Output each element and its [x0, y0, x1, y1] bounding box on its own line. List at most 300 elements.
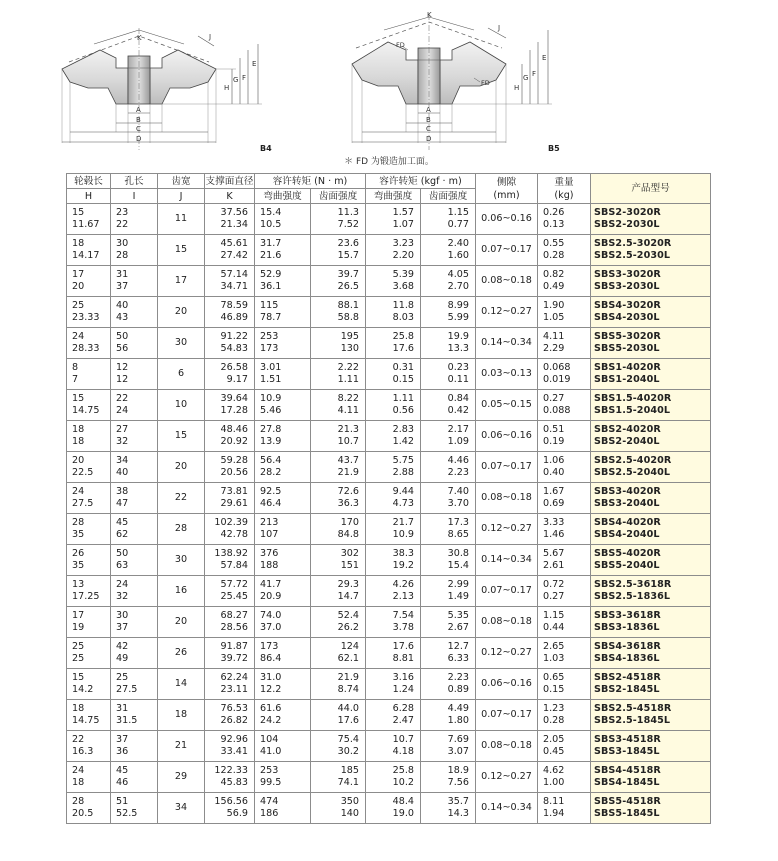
cell-weight-l: 0.019 — [543, 374, 571, 385]
cell-support-diameter-r: 73.81 — [220, 486, 248, 497]
cell-bore-length-l: 32 — [116, 591, 129, 602]
cell-model-l: SBS5-2030L — [594, 343, 660, 354]
cell-bore-length-l: 62 — [116, 529, 129, 540]
cell-hub-length-l: 16.3 — [72, 746, 94, 757]
cell-weight-r: 0.82 — [543, 269, 565, 280]
cell-hub-length — [67, 731, 111, 762]
cell-backlash: 0.14~0.34 — [476, 545, 538, 576]
cell-bending-nm — [255, 328, 311, 359]
cell-weight-r: 0.27 — [543, 393, 565, 404]
cell-model-l: SBS1-2040L — [594, 374, 660, 385]
cell-bending-kgfm-l: 1.07 — [392, 219, 414, 230]
cell-support-diameter — [205, 638, 255, 669]
cell-support-diameter — [205, 545, 255, 576]
cell-support-diameter — [205, 328, 255, 359]
cell-bending-nm-r: 104 — [260, 734, 279, 745]
cell-support-diameter-l: 28.56 — [220, 622, 248, 633]
cell-bending-nm — [255, 452, 311, 483]
cell-surface-nm-r: 75.4 — [337, 734, 359, 745]
cell-surface-kgfm — [421, 793, 476, 824]
cell-bore-length-r: 23 — [116, 207, 129, 218]
cell-bore-length-r: 24 — [116, 579, 129, 590]
cell-backlash: 0.05~0.15 — [476, 390, 538, 421]
cell-face-width: 34 — [158, 793, 205, 824]
cell-weight-r: 0.65 — [543, 672, 565, 683]
cell-weight-r: 0.26 — [543, 207, 565, 218]
cell-bending-nm-r: 31.0 — [260, 672, 282, 683]
cell-bending-nm — [255, 483, 311, 514]
cell-support-diameter-r: 26.58 — [220, 362, 248, 373]
cell-surface-kgfm-l: 0.89 — [447, 684, 469, 695]
cell-model-l: SBS2.5-2030L — [594, 250, 671, 261]
cell-surface-nm — [311, 235, 366, 266]
cell-bending-kgfm — [366, 297, 421, 328]
cell-surface-nm — [311, 390, 366, 421]
cell-bore-length — [111, 576, 158, 607]
header-weight-unit: (kg) — [554, 189, 574, 201]
cell-bending-nm — [255, 700, 311, 731]
cell-bore-length — [111, 328, 158, 359]
cell-bore-length-r: 37 — [116, 734, 129, 745]
label-f: F — [242, 74, 247, 82]
cell-surface-nm — [311, 452, 366, 483]
cell-hub-length-l: 20.5 — [72, 808, 94, 819]
cell-surface-kgfm — [421, 514, 476, 545]
cell-surface-kgfm-r: 18.9 — [447, 765, 469, 776]
table-row — [67, 576, 711, 607]
cell-bending-nm-l: 99.5 — [260, 777, 282, 788]
cell-surface-nm-r: 88.1 — [337, 300, 359, 311]
cell-surface-kgfm-r: 0.23 — [447, 362, 469, 373]
cell-weight-l: 1.03 — [543, 653, 565, 664]
cell-face-width: 28 — [158, 514, 205, 545]
cell-bore-length-r: 27 — [116, 424, 129, 435]
label-g: G — [233, 76, 239, 84]
cell-surface-kgfm — [421, 669, 476, 700]
label-b: B — [426, 116, 431, 124]
cell-hub-length-l: 28.33 — [72, 343, 100, 354]
cell-model-r: SBS5-4020R — [594, 548, 661, 559]
cell-model — [591, 452, 711, 483]
cell-bore-length-l: 28 — [116, 250, 129, 261]
cell-bore-length-l: 63 — [116, 560, 129, 571]
cell-surface-nm — [311, 483, 366, 514]
cell-surface-kgfm — [421, 266, 476, 297]
cell-support-diameter-l: 57.84 — [220, 560, 248, 571]
cell-bending-nm-r: 41.7 — [260, 579, 282, 590]
cell-bending-kgfm-l: 3.78 — [392, 622, 414, 633]
cell-surface-kgfm — [421, 731, 476, 762]
cell-support-diameter-l: 20.92 — [220, 436, 248, 447]
gear-drawings — [0, 0, 778, 172]
cell-bending-nm-l: 13.9 — [260, 436, 282, 447]
cell-bending-kgfm-l: 4.73 — [392, 498, 414, 509]
cell-bending-kgfm-r: 3.23 — [392, 238, 414, 249]
cell-bore-length — [111, 793, 158, 824]
cell-surface-nm-l: 62.1 — [337, 653, 359, 664]
cell-bending-nm — [255, 359, 311, 390]
cell-model-r: SBS2-4518R — [594, 672, 661, 683]
cell-face-width: 29 — [158, 762, 205, 793]
cell-support-diameter-r: 62.24 — [220, 672, 248, 683]
cell-bending-kgfm — [366, 545, 421, 576]
cell-face-width: 10 — [158, 390, 205, 421]
cell-model-l: SBS3-2040L — [594, 498, 660, 509]
cell-bending-nm-l: 78.7 — [260, 312, 282, 323]
cell-face-width: 14 — [158, 669, 205, 700]
cell-hub-length-r: 25 — [72, 300, 85, 311]
cell-face-width: 15 — [158, 421, 205, 452]
cell-bore-length-r: 31 — [116, 269, 129, 280]
cell-surface-nm-l: 8.74 — [337, 684, 359, 695]
cell-support-diameter — [205, 607, 255, 638]
cell-model-l: SBS4-1845L — [594, 777, 660, 788]
cell-support-diameter-r: 68.27 — [220, 610, 248, 621]
cell-face-width: 15 — [158, 235, 205, 266]
cell-weight — [538, 359, 591, 390]
cell-model-r: SBS2.5-3618R — [594, 579, 672, 590]
cell-model-r: SBS3-4518R — [594, 734, 661, 745]
cell-support-diameter-r: 57.14 — [220, 269, 248, 280]
cell-surface-nm-l: 7.52 — [337, 219, 359, 230]
cell-hub-length-r: 24 — [72, 331, 85, 342]
cell-hub-length — [67, 607, 111, 638]
cell-hub-length — [67, 762, 111, 793]
cell-backlash: 0.12~0.27 — [476, 762, 538, 793]
cell-surface-nm-l: 26.5 — [337, 281, 359, 292]
cell-bending-kgfm — [366, 514, 421, 545]
table-row — [67, 359, 711, 390]
cell-surface-nm-r: 350 — [340, 796, 359, 807]
cell-surface-nm — [311, 204, 366, 235]
cell-surface-nm-l: 140 — [340, 808, 359, 819]
cell-model-r: SBS2-4020R — [594, 424, 661, 435]
cell-hub-length — [67, 204, 111, 235]
cell-surface-kgfm-l: 2.70 — [447, 281, 469, 292]
cell-weight-r: 5.67 — [543, 548, 565, 559]
cell-bending-nm — [255, 669, 311, 700]
cell-model — [591, 514, 711, 545]
cell-bending-nm-r: 56.4 — [260, 455, 282, 466]
cell-hub-length-l: 11.67 — [72, 219, 100, 230]
cell-weight — [538, 576, 591, 607]
cell-surface-kgfm-l: 6.33 — [447, 653, 469, 664]
cell-surface-kgfm-l: 1.80 — [447, 715, 469, 726]
cell-backlash: 0.12~0.27 — [476, 638, 538, 669]
cell-hub-length-r: 20 — [72, 455, 85, 466]
cell-surface-kgfm-l: 13.3 — [447, 343, 469, 354]
cell-surface-kgfm — [421, 576, 476, 607]
cell-backlash: 0.12~0.27 — [476, 297, 538, 328]
cell-bore-length-r: 31 — [116, 703, 129, 714]
cell-surface-nm-r: 29.3 — [337, 579, 359, 590]
cell-hub-length — [67, 514, 111, 545]
cell-support-diameter-l: 21.34 — [220, 219, 248, 230]
cell-weight — [538, 669, 591, 700]
cell-bending-kgfm — [366, 483, 421, 514]
cell-backlash: 0.07~0.17 — [476, 576, 538, 607]
cell-surface-kgfm-r: 2.99 — [447, 579, 469, 590]
cell-bending-nm-l: 188 — [260, 560, 279, 571]
cell-surface-nm-l: 14.7 — [337, 591, 359, 602]
cell-weight-l: 0.28 — [543, 250, 565, 261]
label-j: J — [498, 24, 501, 32]
cell-bore-length — [111, 235, 158, 266]
cell-weight-l: 0.27 — [543, 591, 565, 602]
cell-hub-length-l: 7 — [72, 374, 79, 385]
cell-model-r: SBS5-3020R — [594, 331, 661, 342]
cell-surface-kgfm-l: 2.23 — [447, 467, 469, 478]
cell-weight — [538, 204, 591, 235]
cell-bending-kgfm-r: 1.57 — [392, 207, 414, 218]
cell-bending-nm-l: 186 — [260, 808, 279, 819]
header-surface-kgfm: 齿面强度 — [421, 189, 476, 204]
cell-bending-kgfm-r: 5.39 — [392, 269, 414, 280]
cell-support-diameter — [205, 359, 255, 390]
cell-bending-nm-r: 376 — [260, 548, 279, 559]
cell-hub-length-l: 25 — [72, 653, 85, 664]
cell-bending-nm-l: 86.4 — [260, 653, 282, 664]
cell-bending-nm-l: 37.0 — [260, 622, 282, 633]
cell-bending-nm-r: 213 — [260, 517, 279, 528]
cell-bending-kgfm-r: 6.28 — [392, 703, 414, 714]
cell-bending-kgfm — [366, 328, 421, 359]
cell-bending-kgfm-l: 8.03 — [392, 312, 414, 323]
cell-weight-r: 0.068 — [543, 362, 571, 373]
cell-surface-kgfm-r: 7.69 — [447, 734, 469, 745]
cell-surface-kgfm-r: 4.49 — [447, 703, 469, 714]
cell-bending-kgfm-r: 10.7 — [392, 734, 414, 745]
cell-model — [591, 607, 711, 638]
cell-bore-length-r: 40 — [116, 300, 129, 311]
cell-bending-kgfm — [366, 700, 421, 731]
cell-support-diameter-l: 29.61 — [220, 498, 248, 509]
cell-hub-length-l: 18 — [72, 436, 85, 447]
cell-bending-nm — [255, 204, 311, 235]
cell-support-diameter-l: 46.89 — [220, 312, 248, 323]
cell-model-r: SBS2-3020R — [594, 207, 661, 218]
cell-surface-nm-r: 39.7 — [337, 269, 359, 280]
cell-surface-kgfm — [421, 390, 476, 421]
header-weight — [538, 174, 591, 204]
cell-model-r: SBS4-4020R — [594, 517, 661, 528]
drawing-b5 — [352, 11, 560, 153]
cell-model-l: SBS5-2040L — [594, 560, 660, 571]
cell-support-diameter-r: 78.59 — [220, 300, 248, 311]
cell-bending-kgfm-l: 10.9 — [392, 529, 414, 540]
cell-surface-kgfm — [421, 607, 476, 638]
cell-bending-kgfm-l: 8.81 — [392, 653, 414, 664]
cell-hub-length-r: 28 — [72, 517, 85, 528]
cell-hub-length — [67, 576, 111, 607]
cell-weight-r: 1.23 — [543, 703, 565, 714]
cell-bending-nm — [255, 731, 311, 762]
cell-hub-length — [67, 669, 111, 700]
cell-support-diameter — [205, 731, 255, 762]
cell-support-diameter-l: 33.41 — [220, 746, 248, 757]
cell-bore-length — [111, 638, 158, 669]
table-row — [67, 452, 711, 483]
table-row — [67, 514, 711, 545]
header-h: H — [67, 189, 111, 204]
cell-support-diameter-l: 42.78 — [220, 529, 248, 540]
cell-model — [591, 328, 711, 359]
cell-support-diameter — [205, 514, 255, 545]
cell-surface-nm-l: 58.8 — [337, 312, 359, 323]
table-row — [67, 390, 711, 421]
cell-surface-kgfm — [421, 421, 476, 452]
cell-surface-kgfm-l: 1.49 — [447, 591, 469, 602]
cell-bending-kgfm — [366, 421, 421, 452]
cell-surface-nm — [311, 266, 366, 297]
cell-model-l: SBS2-2030L — [594, 219, 660, 230]
cell-bending-nm-r: 74.0 — [260, 610, 282, 621]
cell-support-diameter-r: 59.28 — [220, 455, 248, 466]
cell-surface-nm-l: 1.11 — [337, 374, 359, 385]
cell-face-width: 17 — [158, 266, 205, 297]
cell-bore-length — [111, 700, 158, 731]
cell-surface-kgfm-r: 35.7 — [447, 796, 469, 807]
cell-backlash: 0.06~0.16 — [476, 204, 538, 235]
cell-bore-length — [111, 514, 158, 545]
cell-bending-kgfm-r: 5.75 — [392, 455, 414, 466]
cell-hub-length — [67, 793, 111, 824]
cell-bore-length-r: 38 — [116, 486, 129, 497]
cell-surface-nm-r: 44.0 — [337, 703, 359, 714]
cell-weight-l: 1.46 — [543, 529, 565, 540]
cell-surface-kgfm-r: 5.35 — [447, 610, 469, 621]
cell-bore-length-r: 34 — [116, 455, 129, 466]
cell-bending-kgfm — [366, 793, 421, 824]
label-e: E — [252, 60, 257, 68]
cell-bore-length-l: 22 — [116, 219, 129, 230]
cell-bending-nm-l: 46.4 — [260, 498, 282, 509]
cell-support-diameter-l: 27.42 — [220, 250, 248, 261]
cell-model-r: SBS2.5-3020R — [594, 238, 672, 249]
cell-bending-kgfm — [366, 390, 421, 421]
cell-weight-r: 3.33 — [543, 517, 565, 528]
cell-backlash: 0.14~0.34 — [476, 328, 538, 359]
cell-surface-kgfm-l: 7.56 — [447, 777, 469, 788]
cell-bending-nm — [255, 576, 311, 607]
cell-weight-l: 1.00 — [543, 777, 565, 788]
label-h: H — [224, 84, 230, 92]
cell-bending-nm — [255, 607, 311, 638]
cell-model-l: SBS5-1845L — [594, 808, 660, 819]
cell-bending-kgfm-r: 38.3 — [392, 548, 414, 559]
cell-bending-nm-r: 52.9 — [260, 269, 282, 280]
cell-bending-nm — [255, 762, 311, 793]
cell-bore-length-l: 32 — [116, 436, 129, 447]
cell-surface-kgfm — [421, 204, 476, 235]
header-bending-kgfm: 弯曲强度 — [366, 189, 421, 204]
cell-model — [591, 483, 711, 514]
cell-weight — [538, 328, 591, 359]
cell-support-diameter — [205, 297, 255, 328]
spec-table-body — [67, 204, 711, 824]
cell-support-diameter-l: 45.83 — [220, 777, 248, 788]
cell-face-width: 20 — [158, 607, 205, 638]
cell-support-diameter-r: 92.96 — [220, 734, 248, 745]
cell-hub-length-r: 24 — [72, 486, 85, 497]
cell-bore-length-r: 22 — [116, 393, 129, 404]
cell-surface-kgfm-l: 1.60 — [447, 250, 469, 261]
cell-model — [591, 545, 711, 576]
cell-surface-kgfm — [421, 638, 476, 669]
cell-surface-nm-r: 72.6 — [337, 486, 359, 497]
cell-hub-length — [67, 545, 111, 576]
cell-support-diameter — [205, 483, 255, 514]
cell-backlash: 0.03~0.13 — [476, 359, 538, 390]
table-row — [67, 483, 711, 514]
cell-surface-kgfm-r: 30.8 — [447, 548, 469, 559]
cell-bending-kgfm — [366, 266, 421, 297]
cell-bore-length-r: 30 — [116, 610, 129, 621]
header-j: J — [158, 189, 205, 204]
cell-bending-kgfm-l: 17.6 — [392, 343, 414, 354]
cell-hub-length-r: 18 — [72, 703, 85, 714]
cell-bending-kgfm-l: 1.24 — [392, 684, 414, 695]
cell-surface-kgfm-r: 17.3 — [447, 517, 469, 528]
cell-bending-nm — [255, 638, 311, 669]
cell-support-diameter — [205, 266, 255, 297]
cell-hub-length-l: 27.5 — [72, 498, 94, 509]
cell-bore-length-l: 46 — [116, 777, 129, 788]
cell-surface-kgfm — [421, 235, 476, 266]
cell-bending-nm-l: 5.46 — [260, 405, 282, 416]
cell-support-diameter-r: 91.87 — [220, 641, 248, 652]
cell-support-diameter-r: 122.33 — [214, 765, 248, 776]
cell-bore-length-l: 49 — [116, 653, 129, 664]
cell-surface-kgfm-l: 3.70 — [447, 498, 469, 509]
cell-support-diameter-r: 48.46 — [220, 424, 248, 435]
table-row — [67, 731, 711, 762]
cell-bending-nm-l: 36.1 — [260, 281, 282, 292]
cell-surface-nm-r: 8.22 — [337, 393, 359, 404]
cell-surface-nm-l: 36.3 — [337, 498, 359, 509]
cell-bore-length-r: 45 — [116, 765, 129, 776]
cell-bore-length — [111, 452, 158, 483]
cell-bending-kgfm — [366, 669, 421, 700]
cell-bending-nm-r: 15.4 — [260, 207, 282, 218]
cell-bending-kgfm — [366, 731, 421, 762]
cell-support-diameter-l: 39.72 — [220, 653, 248, 664]
cell-model-r: SBS1.5-4020R — [594, 393, 672, 404]
cell-hub-length-r: 15 — [72, 672, 85, 683]
cell-bore-length-r: 50 — [116, 331, 129, 342]
cell-bending-kgfm-r: 7.54 — [392, 610, 414, 621]
cell-surface-nm-l: 26.2 — [337, 622, 359, 633]
cell-bore-length — [111, 421, 158, 452]
cell-weight — [538, 452, 591, 483]
cell-bending-kgfm-r: 0.31 — [392, 362, 414, 373]
cell-hub-length — [67, 390, 111, 421]
cell-surface-nm-l: 30.2 — [337, 746, 359, 757]
cell-surface-kgfm-l: 8.65 — [447, 529, 469, 540]
cell-bore-length-l: 36 — [116, 746, 129, 757]
cell-model-l: SBS1.5-2040L — [594, 405, 671, 416]
cell-face-width: 30 — [158, 328, 205, 359]
cell-surface-kgfm — [421, 297, 476, 328]
cell-weight-r: 1.15 — [543, 610, 565, 621]
cell-hub-length-r: 8 — [72, 362, 79, 373]
label-b: B — [136, 116, 141, 124]
cell-bending-nm-r: 92.5 — [260, 486, 282, 497]
cell-bore-length-r: 45 — [116, 517, 129, 528]
cell-bending-nm-l: 41.0 — [260, 746, 282, 757]
cell-surface-nm-l: 130 — [340, 343, 359, 354]
cell-surface-kgfm-r: 4.46 — [447, 455, 469, 466]
